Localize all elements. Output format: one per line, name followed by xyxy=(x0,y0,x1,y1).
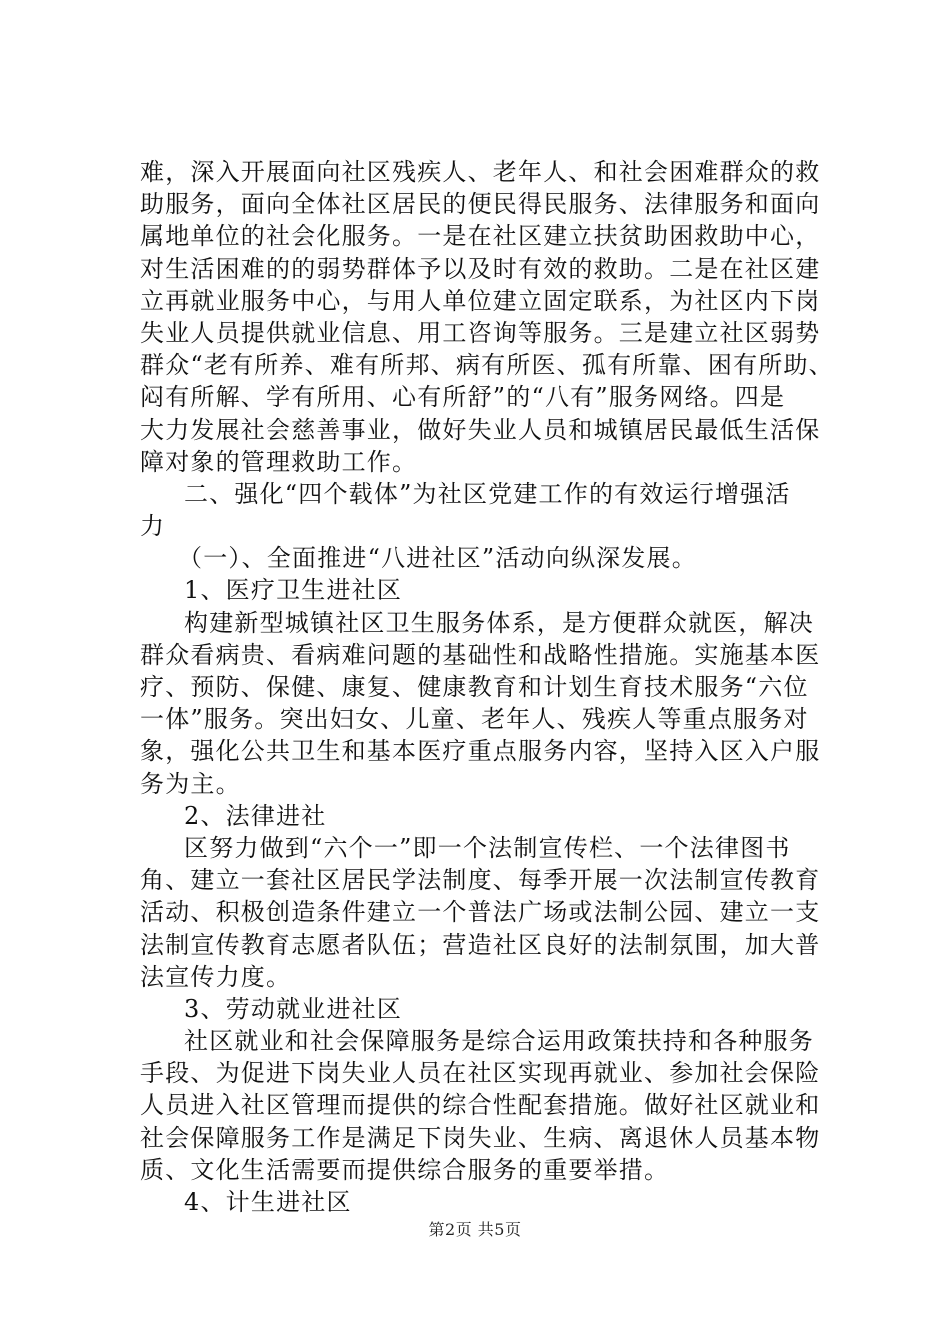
item-heading: 2、法律进社 xyxy=(184,801,327,830)
text-line: 失业人员提供就业信息、用工咨询等服务。三是建立社区弱势 xyxy=(140,318,821,347)
text-line: 疗、预防、保健、康复、健康教育和计划生育技术服务“六位 xyxy=(140,673,809,701)
text-line: 法宣传力度。 xyxy=(140,962,292,991)
text-line: 法制宣传教育志愿者队伍；营造社区良好的法制氛围，加大普 xyxy=(140,930,821,959)
text-line: 活动、积极创造条件建立一个普法广场或法制公园、建立一支 xyxy=(140,898,821,927)
text-line: 群众“老有所养、难有所邦、病有所医、孤有所靠、困有所助、 xyxy=(140,351,834,380)
document-body xyxy=(140,156,834,1218)
text-line: 社会保障服务工作是满足下岗失业、生病、离退休人员基本物 xyxy=(140,1123,821,1152)
text-line: 属地单位的社会化服务。一是在社区建立扶贫助困救助中心， xyxy=(140,222,821,251)
text-line: 构建新型城镇社区卫生服务体系，是方便群众就医，解决 xyxy=(184,608,814,637)
text-line: 人员进入社区管理而提供的综合性配套措施。做好社区就业和 xyxy=(140,1091,821,1120)
text-line: 象，强化公共卫生和基本医疗重点服务内容，坚持入区入户服 xyxy=(140,737,821,766)
text-line: 社区就业和社会保障服务是综合运用政策扶持和各种服务 xyxy=(184,1027,814,1056)
item-heading: 1、医疗卫生进社区 xyxy=(184,576,403,605)
text-line: 助服务，面向全体社区居民的便民得民服务、法律服务和面向 xyxy=(140,190,821,219)
text-line: 力 xyxy=(140,512,166,541)
section-heading: 二、强化“四个载体”为社区党建工作的有效运行增强活 xyxy=(184,479,791,508)
page-number: 第2页 共5页 xyxy=(428,1220,522,1239)
text-line: 大力发展社会慈善事业，做好失业人员和城镇居民最低生活保 xyxy=(140,415,821,444)
text-line: 务为主。 xyxy=(140,769,241,798)
text-line: 难，深入开展面向社区残疾人、老年人、和社会困难群众的救 xyxy=(140,158,821,186)
text-line: 障对象的管理救助工作。 xyxy=(140,447,418,476)
text-line: 闷有所解、学有所用、心有所舒”的“八有”服务网络。四是 xyxy=(140,383,786,412)
text-line: 一体”服务。突出妇女、儿童、老年人、残疾人等重点服务对 xyxy=(140,705,809,734)
item-heading: 4、计生进社区 xyxy=(184,1188,352,1216)
text-line: 对生活困难的的弱势群体予以及时有效的救助。二是在社区建 xyxy=(140,254,821,283)
text-line: 手段、为促进下岗失业人员在社区实现再就业、参加社会保险 xyxy=(140,1059,821,1088)
text-line: 区努力做到“六个一”即一个法制宣传栏、一个法律图书 xyxy=(184,833,791,862)
text-line: 群众看病贵、看病难问题的基础性和战略性措施。实施基本医 xyxy=(140,640,821,669)
text-line: 立再就业服务中心，与用人单位建立固定联系，为社区内下岗 xyxy=(140,286,821,315)
item-heading: 3、劳动就业进社区 xyxy=(184,994,403,1023)
text-line: 角、建立一套社区居民学法制度、每季开展一次法制宣传教育 xyxy=(140,866,821,895)
text-line: 质、文化生活需要而提供综合服务的重要举措。 xyxy=(140,1155,670,1184)
subsection-heading: （一）、全面推进“八进社区”活动向纵深发展。 xyxy=(178,544,697,573)
